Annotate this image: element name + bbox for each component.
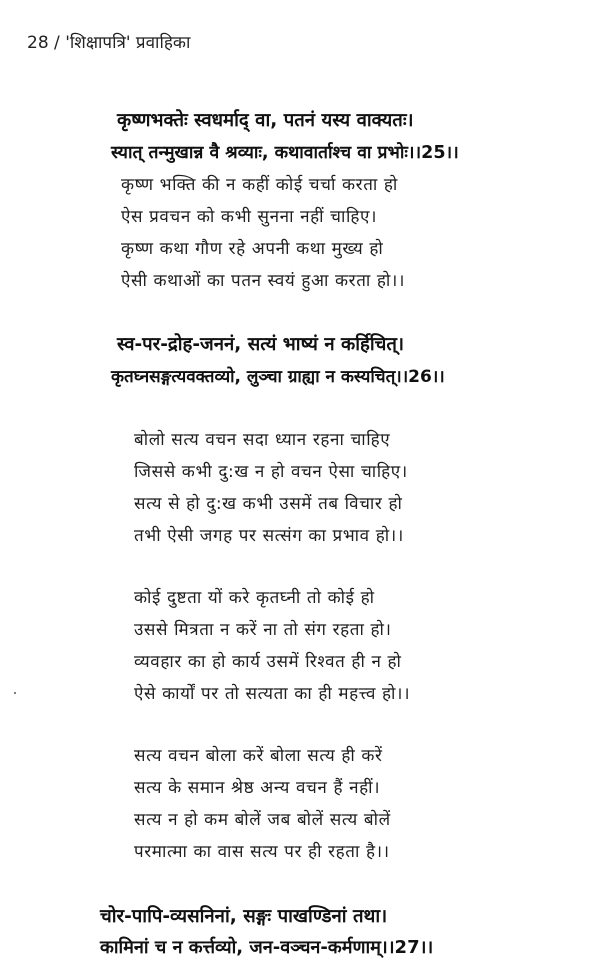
verse-26-line-2: कृतघ्नसङ्गत्यवक्तव्यो, लुञ्चा ग्राह्या न कस्यचित्।।26।।: [111, 367, 445, 387]
poem-26b-line-4: ऐसे कार्यों पर तो सत्यता का ही महत्त्व हो।।: [134, 684, 411, 704]
poem-26c-line-3: सत्य न हो कम बोलें जब बोलें सत्य बोलें: [134, 810, 391, 830]
poem-26a-line-1: बोलो सत्य वचन सदा ध्यान रहना चाहिए: [134, 430, 391, 450]
running-header: [27, 30, 190, 53]
verse-27-line-2: कामिनां च न कर्त्तव्यो, जन-वञ्चन-कर्मणाम्।।27।।: [100, 937, 434, 958]
verse-26-line-1: स्व-पर-द्रोह-जननं, सत्यं भाष्यं न कर्हिचित्।: [117, 334, 404, 355]
verse-27-line-1: चोर-पापि-व्यसनिनां, सङ्गः पाखण्डिनां तथा।: [100, 906, 388, 927]
poem-26b-line-1: कोई दुष्टता यों करे कृतघ्नी तो कोई हो: [134, 588, 375, 608]
poem-25-line-2: ऐस प्रवचन को कभी सुनना नहीं चाहिए।: [121, 207, 378, 227]
poem-26a-line-3: सत्य से हो दु:ख कभी उसमें तब विचार हो: [134, 494, 403, 514]
verse-25-line-1: कृष्णभक्तेः स्वधर्माद् वा, पतनं यस्य वाक्यतः।: [117, 110, 414, 131]
poem-26c-line-4: परमात्मा का वास सत्य पर ही रहता है।।: [134, 842, 390, 862]
poem-26c-line-2: सत्य के समान श्रेष्ठ अन्य वचन हैं नहीं।: [134, 778, 381, 798]
poem-25-line-4: ऐसी कथाओं का पतन स्वयं हुआ करता हो।।: [121, 271, 406, 291]
poem-26b-line-2: उससे मित्रता न करें ना तो संग रहता हो।: [134, 620, 392, 640]
book-title: 'शिक्षापत्रि' प्रवाहिका: [65, 33, 191, 53]
poem-25-line-1: कृष्ण भक्ति की न कहीं कोई चर्चा करता हो: [121, 175, 398, 195]
header-separator: /: [54, 33, 60, 53]
page-speck: [14, 692, 16, 694]
poem-26b-line-3: व्यवहार का हो कार्य उसमें रिश्वत ही न हो: [134, 652, 402, 672]
poem-25-line-3: कृष्ण कथा गौण रहे अपनी कथा मुख्य हो: [121, 239, 384, 259]
verse-25-line-2: स्यात् तन्मुखान्न वै श्रव्याः, कथावार्ताश्च वा प्रभोः।।25।।: [111, 143, 459, 163]
poem-26a-line-4: तभी ऐसी जगह पर सत्संग का प्रभाव हो।।: [134, 526, 404, 546]
poem-26c-line-1: सत्य वचन बोला करें बोला सत्य ही करें: [134, 746, 383, 766]
page-number: 28: [27, 33, 49, 53]
poem-26a-line-2: जिससे कभी दु:ख न हो वचन ऐसा चाहिए।: [134, 462, 408, 482]
